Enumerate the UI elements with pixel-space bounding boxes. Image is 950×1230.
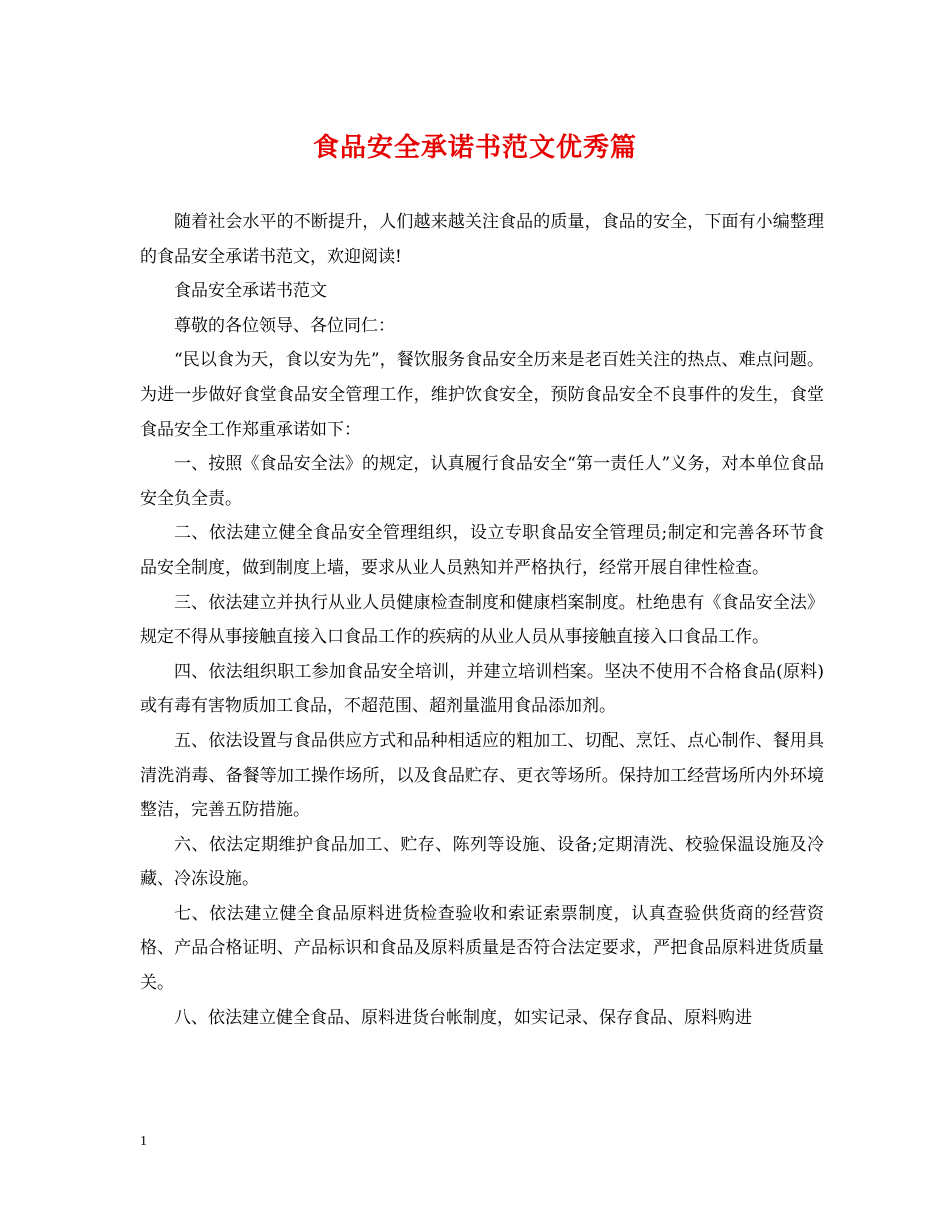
paragraph-item-5: 五、依法设置与食品供应方式和品种相适应的粗加工、切配、烹饪、点心制作、餐用具清洗消毒、备餐等加工操作场所，以及食品贮存、更衣等场所。保持加工经营场所内外环境整洁，完善五防措施。 [140,730,824,821]
paragraph-preamble: “民以食为天，食以安为先”，餐饮服务食品安全历来是老百姓关注的热点、难点问题。为进一步做好食堂食品安全管理工作，维护饮食安全，预防食品安全不良事件的发生，食堂食品安全工作郑重承诺如下： [140,350,824,440]
paragraph-item-2: 二、依法建立健全食品安全管理组织，设立专职食品安全管理员;制定和完善各环节食品安全制度，做到制度上墙，要求从业人员熟知并严格执行，经常开展自律性检查。 [140,523,824,578]
paragraph-subtitle: 食品安全承诺书范文 [174,281,327,302]
paragraph-salutation: 尊敬的各位领导、各位同仁： [174,315,395,336]
paragraph-item-8: 八、依法建立健全食品、原料进货台帐制度，如实记录、保存食品、原料购进 [174,1007,752,1028]
paragraph-intro: 随着社会水平的不断提升，人们越来越关注食品的质量，食品的安全，下面有小编整理的食品安全承诺书范文，欢迎阅读! [140,212,824,267]
document-body [140,205,824,1035]
paragraph-item-1: 一、按照《食品安全法》的规定，认真履行食品安全“第一责任人”义务，对本单位食品安全负全责。 [140,454,824,509]
paragraph-item-3: 三、依法建立并执行从业人员健康检查制度和健康档案制度。杜绝患有《食品安全法》规定不得从事接触直接入口食品工作的疾病的从业人员从事接触直接入口食品工作。 [140,592,824,648]
paragraph-item-7: 七、依法建立健全食品原料进货检查验收和索证索票制度，认真查验供货商的经营资格、产品合格证明、产品标识和食品及原料质量是否符合法定要求，严把食品原料进货质量关。 [140,903,824,994]
paragraph-item-6: 六、依法定期维护食品加工、贮存、陈列等设施、设备;定期清洗、校验保温设施及冷藏、冷冻设施。 [140,834,824,890]
document-title: 食品安全承诺书范文优秀篇 [312,133,637,163]
paragraph-item-4: 四、依法组织职工参加食品安全培训，并建立培训档案。坚决不使用不合格食品(原料)或有毒有害物质加工食品，不超范围、超剂量滥用食品添加剂。 [140,661,824,717]
page-number: 1 [140,1134,147,1149]
